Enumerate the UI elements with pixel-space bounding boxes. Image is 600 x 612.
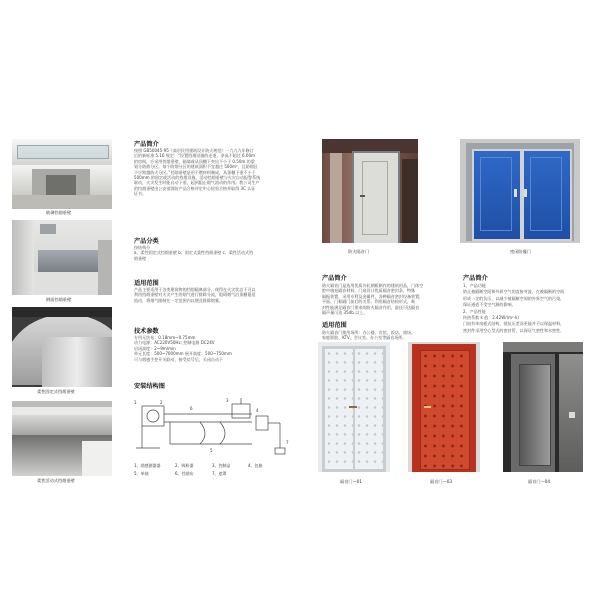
blast-door-intro-title: 产品简介	[463, 275, 488, 282]
fire-door-usage-title: 适用范围	[322, 322, 347, 329]
diagram-callout: 4	[256, 408, 259, 413]
params-line: 启闭高度：2~9m/min	[134, 345, 176, 351]
params-line: 可与烟感手控开关联动，接受信号后，关闭自动下	[134, 356, 224, 362]
blast-door-line: 防止被隔断空间和外界空气的直接对流，在被隔断的空间	[463, 289, 565, 295]
usage-line: 产品主要适用于各类建筑物的挡烟隔离部分，使得在火灾状态下可以	[134, 287, 256, 292]
usage-title: 适用范围	[134, 280, 159, 287]
params-line: 动力电源：AC220V50Hz; 控制电源 DC24V	[134, 340, 215, 346]
blast-door-line: 2、产品性能	[463, 308, 486, 314]
diagram-control-box	[232, 404, 250, 418]
intro-line: 500mm 的固定或活动的挡烟设施。活动挡烟垂壁与火灾自动报警系统	[134, 175, 261, 181]
legend-item: 4、包箱	[248, 463, 263, 468]
photo-soft-fixed-smoke-barrier	[12, 307, 112, 387]
intro-line: 联动，火灾发生时能自动下垂，起到阻止烟气流动的作用。我公司生产	[134, 180, 260, 186]
legend-item: 2、吸粉器	[175, 463, 194, 468]
usage-text	[134, 287, 294, 303]
category-line: 烟垂壁	[134, 255, 147, 261]
usage-line: 流动，将烟气限制在一定范围内以便及排除烟雾。	[134, 297, 224, 303]
fire-door-usage-line: 防火隔音门使用场所：办公楼、宾馆、饭店、商场、	[322, 330, 416, 335]
usage-line: 利用挡烟垂壁对火灾产生的烟气进行排除分流，阻碍烟气沿顶棚蔓延	[134, 292, 256, 298]
intro-line: 的房间，应采用挡烟垂壁、隔墙或从顶棚下突出不小于 0.50m 的梁	[134, 158, 255, 164]
caption-soft-fixed: 柔性固定式挡烟垂壁	[37, 389, 75, 394]
intro-line: 划分防烟分区。每个防烟分区的建筑面积不宜超过 500m²，且防烟区	[134, 164, 258, 170]
legend-item: 7、遮罩	[212, 471, 227, 476]
fire-door-usage-line: 家庭影院、KTV、会议室、办公室等隔音场所。	[322, 335, 407, 341]
fire-door-intro-text	[322, 283, 448, 315]
intro-line: 证书。	[134, 191, 147, 197]
diagram-callout: 3	[226, 398, 229, 403]
fire-door-intro-title: 产品简介	[322, 275, 347, 282]
photo-sealed-blast-door	[460, 139, 580, 243]
category-line: a、柔性固定式挡烟垂壁 b、固定式柔性挡烟垂壁 c、柔性活动式挡	[134, 250, 254, 256]
params-line: 专用无纺布：0.18mm~0.75mm	[134, 335, 196, 340]
category-title: 产品分类	[134, 238, 159, 245]
legend-item: 5、单轴	[134, 471, 149, 476]
category-text	[134, 245, 294, 261]
blast-door-line: 保证通道不受空气源的影响。	[463, 302, 516, 308]
blast-door-line: 密封件采用空心型式的密封管，以保证气密性和水密性。	[463, 327, 565, 333]
intro-title: 产品简介	[134, 141, 159, 148]
photo-sound-door-01	[318, 342, 390, 472]
photo-sound-door-03	[408, 342, 480, 472]
diagram-sensor	[275, 448, 285, 454]
photo-fire-sound-door	[322, 139, 418, 243]
photo-sound-door-04	[503, 342, 583, 472]
diagram-callout: 1	[134, 400, 137, 405]
diagram-title: 安装结构图	[134, 383, 165, 390]
params-text	[134, 335, 294, 362]
installation-diagram	[130, 396, 295, 460]
caption-steel: 钢质挡烟垂壁	[46, 297, 72, 302]
intro-text	[134, 148, 294, 197]
fire-door-line: 腔中填充隔音材料，门扇设计优质隔音密封条，特殊	[322, 288, 416, 294]
fire-door-usage-text	[322, 330, 448, 341]
caption-soft-active: 柔性活动式挡烟垂壁	[37, 478, 75, 483]
diagram-callout: 5	[210, 448, 213, 453]
intro-line: 的挡烟垂壁由公安部消防产品合格评定中心检验合格并取得 3C 认证	[134, 185, 256, 191]
blast-door-line: 形成一定的负压，以减少被隔断空间的外界空气的污染，	[463, 295, 565, 301]
fire-door-line: 封性能满足隔音门要求的防火隔音作用，最佳可达隔音	[322, 304, 420, 310]
photo-glass-smoke-barrier	[12, 139, 112, 209]
blast-door-line: 门扇有单扇板式结构，抵抗压差而更能并不以保温材料，	[463, 321, 565, 327]
diagram-callout: 2	[160, 400, 163, 405]
blast-door-line: 传热系数 k 值：2.42W/(m²·k)	[463, 315, 519, 321]
diagram-callout: 6	[190, 406, 193, 411]
diagram-side-box	[256, 416, 268, 430]
caption-blast-door: 密闭防爆门	[510, 249, 531, 254]
params-title: 技术参数	[134, 328, 159, 335]
intro-line: 不应跨越防火分区。”挡烟垂壁是用不燃材料制成，从顶棚下垂不小于	[134, 169, 256, 175]
legend-item: 1、烟感测器器	[134, 463, 161, 468]
intro-line: 按照 GB50045-95《高层民用建筑设计防火规范》一九九九年修订	[134, 148, 254, 153]
caption-sound-door-03: 隔音门—03	[430, 479, 453, 484]
intro-line: 后的新标准 5.16 规定：“设置挡烟设施的走道，净高不超过 6.00m	[134, 153, 255, 159]
category-line: 按结构分	[134, 245, 151, 250]
blast-door-line: 1、产品功能	[463, 283, 486, 288]
legend-item: 3、控制盒	[212, 463, 231, 468]
photo-steel-smoke-barrier	[12, 220, 112, 295]
params-line: 单元长度：500~7000mm 展开高度：500~750mm	[134, 351, 232, 357]
diagram-callout: 7	[286, 440, 289, 445]
blast-door-text	[463, 283, 585, 334]
fire-door-line: 防火隔音门是选用优质冷轧钢板制作的建筑用品，门体空	[322, 283, 424, 288]
diagram-roller	[147, 410, 159, 422]
diagram-motor-box	[142, 406, 164, 426]
fire-door-line: 平面、门框隔门前后的关系。利用隔音结构形式，吸	[322, 299, 416, 305]
legend-item: 6、挡烟布	[175, 471, 194, 476]
caption-sound-door-01: 隔音门—01	[340, 479, 363, 484]
caption-sound-door-04: 隔音门—04	[528, 479, 551, 484]
fire-door-line: 隔声量可达 35db 以上。	[322, 310, 368, 316]
fire-door-line: 隔振装置，采用专利及金属件，各种隔音密封设备装置，	[322, 293, 424, 299]
caption-fire-door: 防火隔音门	[348, 249, 369, 254]
photo-soft-active-smoke-barrier	[12, 401, 112, 476]
caption-glass: 玻璃挡烟垂壁	[46, 210, 72, 215]
